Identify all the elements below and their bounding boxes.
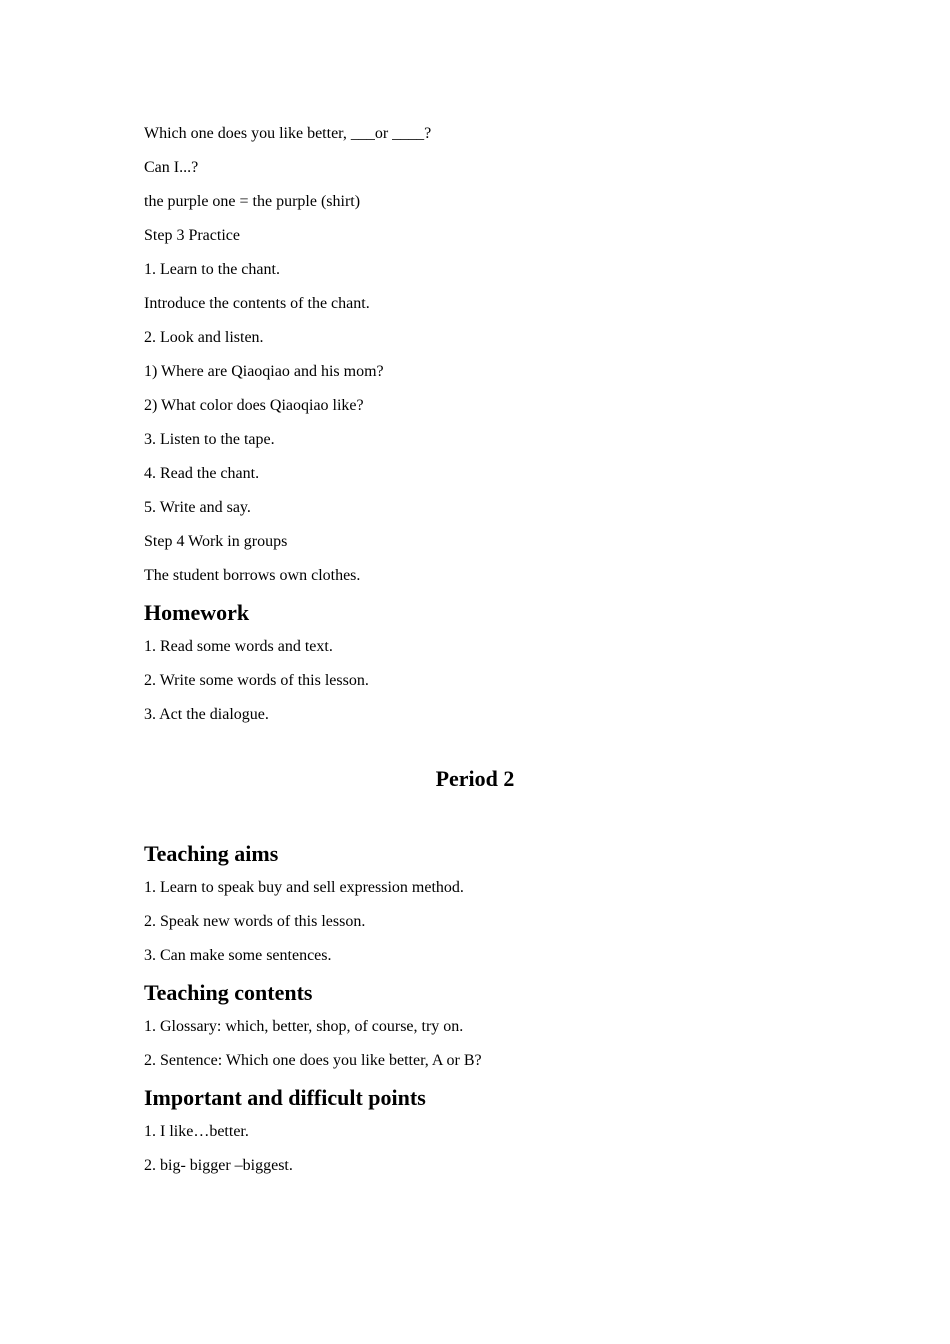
list-item: 1. I like…better. bbox=[144, 1123, 249, 1140]
list-item: 1. Glossary: which, better, shop, of course, try on. bbox=[144, 1018, 464, 1035]
list-item: 2. Sentence: Which one does you like better, A or B? bbox=[144, 1052, 482, 1069]
text-line: 1) Where are Qiaoqiao and his mom? bbox=[144, 363, 384, 380]
teaching-contents-heading: Teaching contents bbox=[144, 980, 313, 1005]
text-line: 1. Learn to the chant. bbox=[144, 261, 280, 278]
text-line: Can I...? bbox=[144, 159, 199, 176]
text-line: Which one does you like better, ___or ____? bbox=[144, 125, 432, 142]
text-line: 5. Write and say. bbox=[144, 499, 251, 516]
list-item: 1. Learn to speak buy and sell expression method. bbox=[144, 879, 464, 896]
teaching-aims-heading: Teaching aims bbox=[144, 841, 279, 866]
list-item: 1. Read some words and text. bbox=[144, 638, 333, 655]
teaching-aims-section bbox=[144, 841, 806, 966]
important-points-heading: Important and difficult points bbox=[144, 1085, 426, 1110]
lesson-steps-section bbox=[144, 124, 806, 586]
text-line: Step 3 Practice bbox=[144, 227, 240, 244]
list-item: 2. Write some words of this lesson. bbox=[144, 672, 369, 689]
text-line: The student borrows own clothes. bbox=[144, 567, 361, 584]
important-points-section bbox=[144, 1085, 806, 1176]
list-item: 3. Can make some sentences. bbox=[144, 947, 332, 964]
text-line: 2. Look and listen. bbox=[144, 329, 264, 346]
list-item: 2. big- bigger –biggest. bbox=[144, 1157, 293, 1174]
homework-section bbox=[144, 600, 806, 725]
list-item: 2. Speak new words of this lesson. bbox=[144, 913, 366, 930]
document-page bbox=[144, 124, 806, 1190]
period-title: Period 2 bbox=[435, 766, 515, 791]
text-line: Introduce the contents of the chant. bbox=[144, 295, 370, 312]
text-line: 3. Listen to the tape. bbox=[144, 431, 275, 448]
text-line: the purple one = the purple (shirt) bbox=[144, 193, 361, 210]
text-line: 4. Read the chant. bbox=[144, 465, 260, 482]
homework-heading: Homework bbox=[144, 600, 250, 625]
list-item: 3. Act the dialogue. bbox=[144, 706, 269, 723]
text-line: Step 4 Work in groups bbox=[144, 533, 288, 550]
text-line: 2) What color does Qiaoqiao like? bbox=[144, 397, 364, 414]
teaching-contents-section bbox=[144, 980, 806, 1071]
